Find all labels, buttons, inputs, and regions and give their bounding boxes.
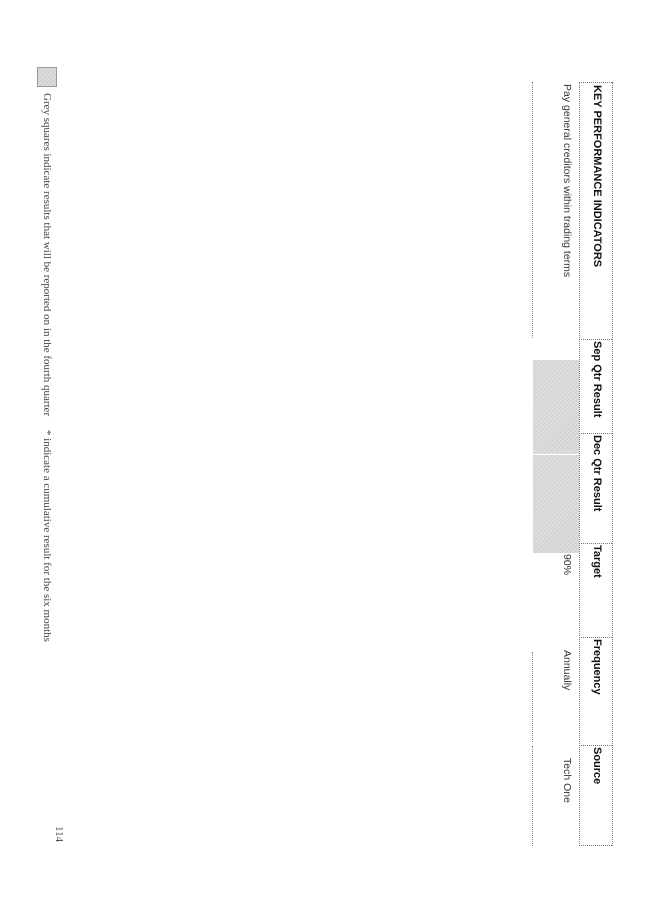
row-divider — [532, 652, 533, 742]
table-header — [579, 82, 613, 846]
header-source: Source — [591, 747, 603, 785]
target-cell: 90% — [561, 554, 573, 576]
page-number: 114 — [53, 826, 65, 843]
grey-square-sep — [533, 360, 579, 454]
source-cell: Tech One — [561, 758, 573, 803]
header-divider — [579, 433, 612, 434]
frequency-cell: Annually — [561, 650, 573, 691]
header-dec-qtr: Dec Qtr Result — [591, 435, 603, 512]
header-kpi: KEY PERFORMANCE INDICATORS — [591, 85, 603, 268]
row-divider — [532, 746, 533, 846]
header-sep-qtr: Sep Qtr Result — [591, 341, 603, 418]
grey-square-icon — [37, 67, 57, 87]
header-divider — [579, 745, 612, 746]
table-row — [483, 82, 579, 846]
header-target: Target — [591, 545, 603, 578]
legend — [35, 67, 59, 687]
legend-text: Grey squares indicate results that will be reported on in the fourth quarter * indicate a cumulative result for the six months — [41, 93, 53, 642]
header-divider — [579, 543, 612, 544]
header-frequency: Frequency — [591, 639, 603, 695]
indicator-cell: Pay general creditors within trading terms — [561, 84, 573, 278]
header-divider — [579, 637, 612, 638]
header-divider — [579, 339, 612, 340]
grey-square-dec — [533, 455, 579, 553]
row-divider — [532, 82, 533, 338]
